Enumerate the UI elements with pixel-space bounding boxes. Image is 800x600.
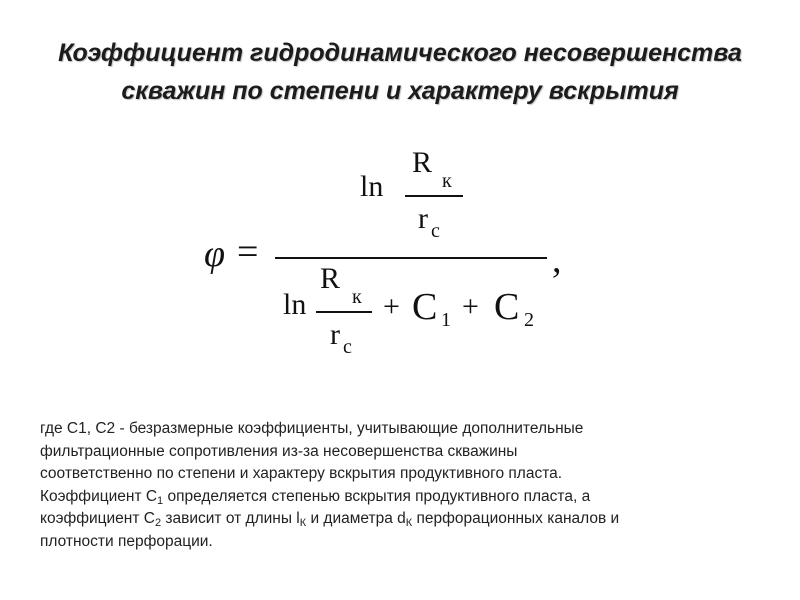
inner-fraction-line-top	[405, 195, 463, 197]
text-line-6: плотности перфорации.	[40, 532, 213, 550]
dk-subscript: К	[405, 517, 413, 529]
C1-subscript: 1	[441, 309, 451, 331]
text-line-4-b: определяется степенью вскрытия продуктивного пласта, а	[163, 487, 591, 505]
C2-text-subscript: 2	[154, 517, 162, 529]
plus-sign-2: +	[462, 290, 479, 323]
R-denominator: R	[320, 262, 341, 295]
title-line-1: Коэффициент гидродинамического несовершенства	[58, 39, 742, 67]
text-line-5-a: коэффициент С	[40, 510, 155, 527]
text-line-5-b: зависит от длины l	[161, 510, 300, 527]
text-line-4-a: Коэффициент С	[40, 487, 158, 505]
text-line-1: где С1, С2 - безразмерные коэффициенты, учитывающие дополнительные	[40, 420, 584, 437]
text-line-5-c: и диаметра d	[306, 510, 406, 527]
R-numerator: R	[412, 146, 433, 179]
text-line-2: фильтрационные сопротивления из-за несовершенства скважины	[40, 442, 518, 460]
k-sub-denominator: к	[352, 286, 362, 308]
ln-denominator: ln	[283, 288, 307, 321]
C1-letter: C	[412, 286, 438, 328]
trailing-comma: ,	[552, 239, 562, 281]
k-sub-numerator: к	[442, 170, 452, 192]
text-line-3: соответственно по степени и характеру вскрытия продуктивного пласта.	[40, 465, 563, 482]
C2-subscript: 2	[524, 309, 534, 331]
text-line-4	[40, 486, 760, 509]
C1-text-subscript: 1	[157, 494, 164, 507]
inner-fraction-line-bottom	[316, 311, 372, 313]
r-numerator: r	[418, 202, 428, 235]
main-fraction-line	[275, 257, 547, 259]
c-sub-denominator: c	[343, 336, 352, 358]
equals-sign: =	[237, 231, 259, 273]
phi-symbol: φ	[204, 233, 226, 275]
text-line-5	[40, 508, 760, 531]
lk-subscript: К	[299, 517, 307, 529]
plus-sign-1: +	[383, 290, 400, 323]
C2-letter: C	[494, 286, 520, 328]
c-sub-numerator: c	[431, 220, 440, 242]
explanation-text	[40, 418, 760, 553]
text-line-5-d: перфорационных каналов и	[412, 510, 620, 527]
title-line-2: скважин по степени и характеру вскрытия	[121, 77, 679, 105]
ln-numerator: ln	[360, 170, 384, 203]
r-denominator: r	[330, 318, 340, 351]
